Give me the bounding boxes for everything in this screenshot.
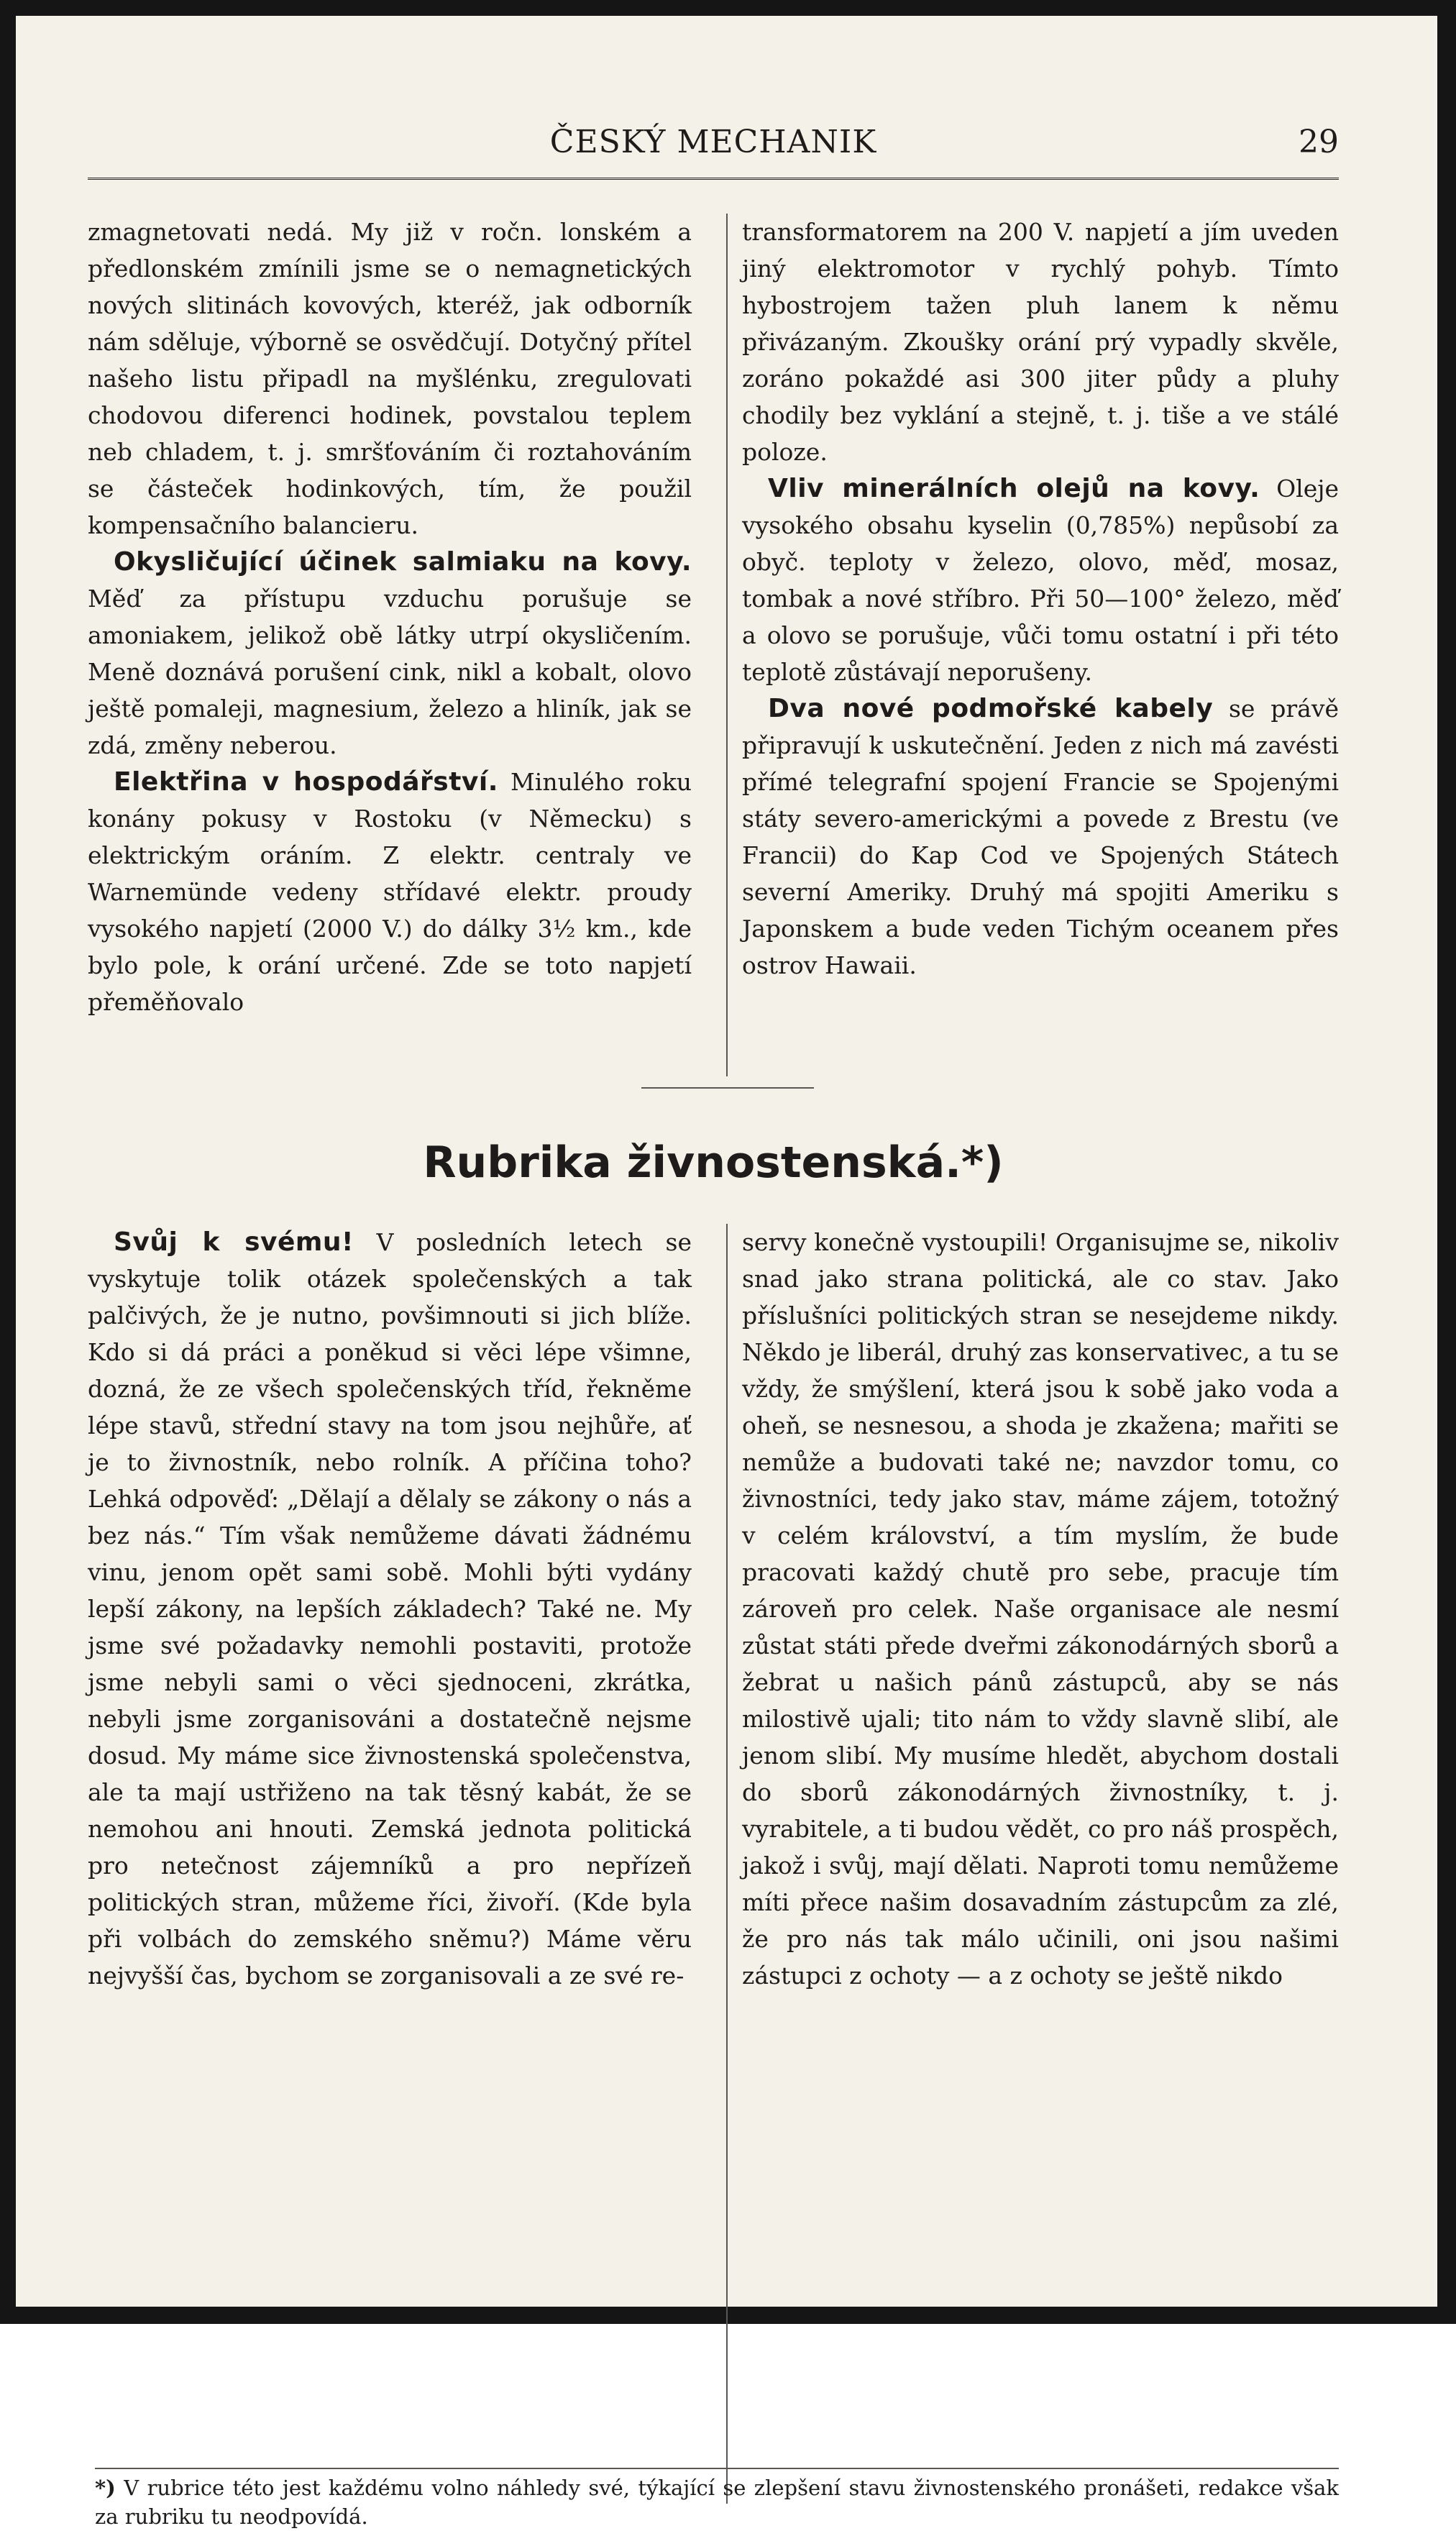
paragraph-transformer: transformatorem na 200 V. napjetí a jím uveden jiný elektromotor v rychlý pohyb. Tímto hybostrojem tažen pluh lanem k němu přivázaným. Zkoušky orání prý vypadly skvěle, zoráno pokaždé asi 300 jiter půdy a pluhy chodily bez vyklání a stejně, t. j. tiše a ve stálé poloze. [742,218,1339,466]
footnote [95,2468,1339,2531]
article-mineral-oils [742,470,1339,690]
bottom-left-column [88,1224,692,1994]
article-cables [742,690,1339,984]
footnote-text: V rubrice této jest každému volno náhledy své, týkající se zlepšení stavu živnostenského pronášeti, redakce však za rubriku tu neodpovídá. [95,2476,1340,2529]
footnote-marker: *) [95,2476,116,2500]
bottom-right-column [742,1224,1339,1994]
paragraph-organisation: servy konečně vystoupili! Organisujme se, nikoliv snad jako strana politická, ale co stav. Jako příslušníci politických stran se nesejdeme nikdy. Někdo je liberál, druhý zas konservativec, a tu se vždy, že smýšlení, která jsou k sobě jako voda a oheň, se nesnesou, a shoda je zkažena; mařiti se nemůže a budovati také ne; navzdor tomu, co živnostníci, tedy jako stav, máme zájem, totožný v celém království, a tím myslím, že bude pracovati každý chutě pro sebe, pracuje tím zároveň pro celek. Naše organisace ale nesmí zůstat státi přede dveřmi zákonodárných sborů a žebrat u našich pánů zástupců, aby se nás milostivě ujali; tito nám to vždy slavně slibí, ale jenom slibí. My musíme hledět, abychom dostali do sborů zákonodárných živnostníky, t. j. vyrabitele, a ti budou vědět, co pro náš prospěch, jakož i svůj, mají dělati. Naproti tomu nemůžeme míti přece našim dosavadním zástupcům za zlé, že pro nás tak málo učinili, oni jsou našimi zástupci z ochoty — a z ochoty se ještě nikdo [742,1228,1339,1990]
heading-salmiak: Okysličující účinek salmiaku na kovy. [114,547,692,577]
paragraph-svuj-k-svemu: V posledních letech se vyskytuje tolik otázek společenských a tak palčivých, že je nutno, povšimnouti si jich blíže. Kdo si dá práci a poněkud si věci lépe všimne, dozná, že ze všech společenských tříd, řekněme lépe stavů, střední stavy na tom jsou nejhůře, ať je to živnostník, nebo rolník. A příčina toho? Lehká odpověď: „Dělají a dělaly se zákony o nás a bez nás.“ Tím však nemůžeme dávati žádnému vinu, jenom opět sami sobě. Mohli býti vydány lepší zákony, na lepších základech? Také ne. My jsme své požadavky nemohli postaviti, protože jsme nebyli sami o věci sjednoceni, zkrátka, nebyli jsme zorganisováni a dostatečně nejsme dosud. My máme sice živnostenská společenstva, ale ta mají ustřiženo na tak těsný kabát, že se nemohou ani hnouti. Zemská jednota politická pro netečnost zájemníků a pro nepřízeň politických stran, můžeme říci, živoří. (Kde byla při volbách do zemského sněmu?) Máme věru nejvyšší čas, bychom se zorganisovali a ze své re- [88,1228,692,1990]
paragraph-cables: se právě připravují k uskutečnění. Jeden z nich má zavésti přímé telegrafní spojení Francie se Spojenými státy severo-americkými a povede z Brestu (ve Francii) do Kap Cod ve Spojených Státech severní Ameriky. Druhý má spojiti Ameriku s Japonskem a bude veden Tichým oceanem přes ostrov Hawaii. [742,695,1339,979]
paragraph-magnetic-alloys: zmagnetovati nedá. My již v ročn. lonském a předlonském zmínili jsme se o nemagnetických nových slitinách kovových, kteréž, jak odborník nám sděluje, výborně se osvědčují. Dotyčný přítel našeho listu připadl na myšlénku, zregulovati chodovou diferenci hodinek, povstalou teplem neb chladem, t. j. smršťováním či roztahováním se částeček hodinkových, tím, že použil kompensačního balancieru. [88,218,692,539]
paragraph-mineral-oils: Oleje vysokého obsahu kyselin (0,785%) nepůsobí za obyč. teploty v železo, olovo, měď, mosaz, tombak a nové stříbro. Při 50—100° železo, měď a olovo se porušuje, vůči tomu ostatní i při této teplotě zůstávají neporušeny. [742,475,1339,686]
header-rule [88,178,1339,180]
page-header [88,124,1339,167]
heading-cables: Dva nové podmořské kabely [768,694,1214,723]
page-number: 29 [1299,124,1339,160]
section-title: Rubrika živnostenská.*) [423,1138,1004,1188]
heading-mineral-oils: Vliv minerálních olejů na kovy. [768,474,1260,503]
top-right-column [742,214,1339,984]
column-separator-top [726,214,728,1076]
article-svuj-k-svemu [88,1224,692,1994]
heading-svuj-k-svemu: Svůj k svému! [114,1227,354,1257]
running-title: ČESKÝ MECHANIK [549,124,877,160]
article-salmiak [88,544,692,764]
section-divider [641,1087,814,1089]
top-left-column [88,214,692,1020]
column-separator-bottom [726,1224,728,2504]
page [16,16,1437,2529]
heading-electricity: Elektřina v hospodářství. [114,767,498,797]
article-electricity [88,764,692,1020]
paragraph-salmiak: Měď za přístupu vzduchu porušuje se amoniakem, jelikož obě látky utrpí okysličením. Meně doznává porušení cink, nikl a kobalt, olovo ještě pomaleji, magnesium, železo a hliník, jak se zdá, změny neberou. [88,585,692,759]
paragraph-electricity: Minulého roku konány pokusy v Rostoku (v Německu) s elektrickým oráním. Z elektr. centraly ve Warnemünde vedeny střídavé elektr. proudy vysokého napjetí (2000 V.) do dálky 3½ km., kde bylo pole, k orání určené. Zde se toto napjetí přeměňovalo [88,768,692,1016]
